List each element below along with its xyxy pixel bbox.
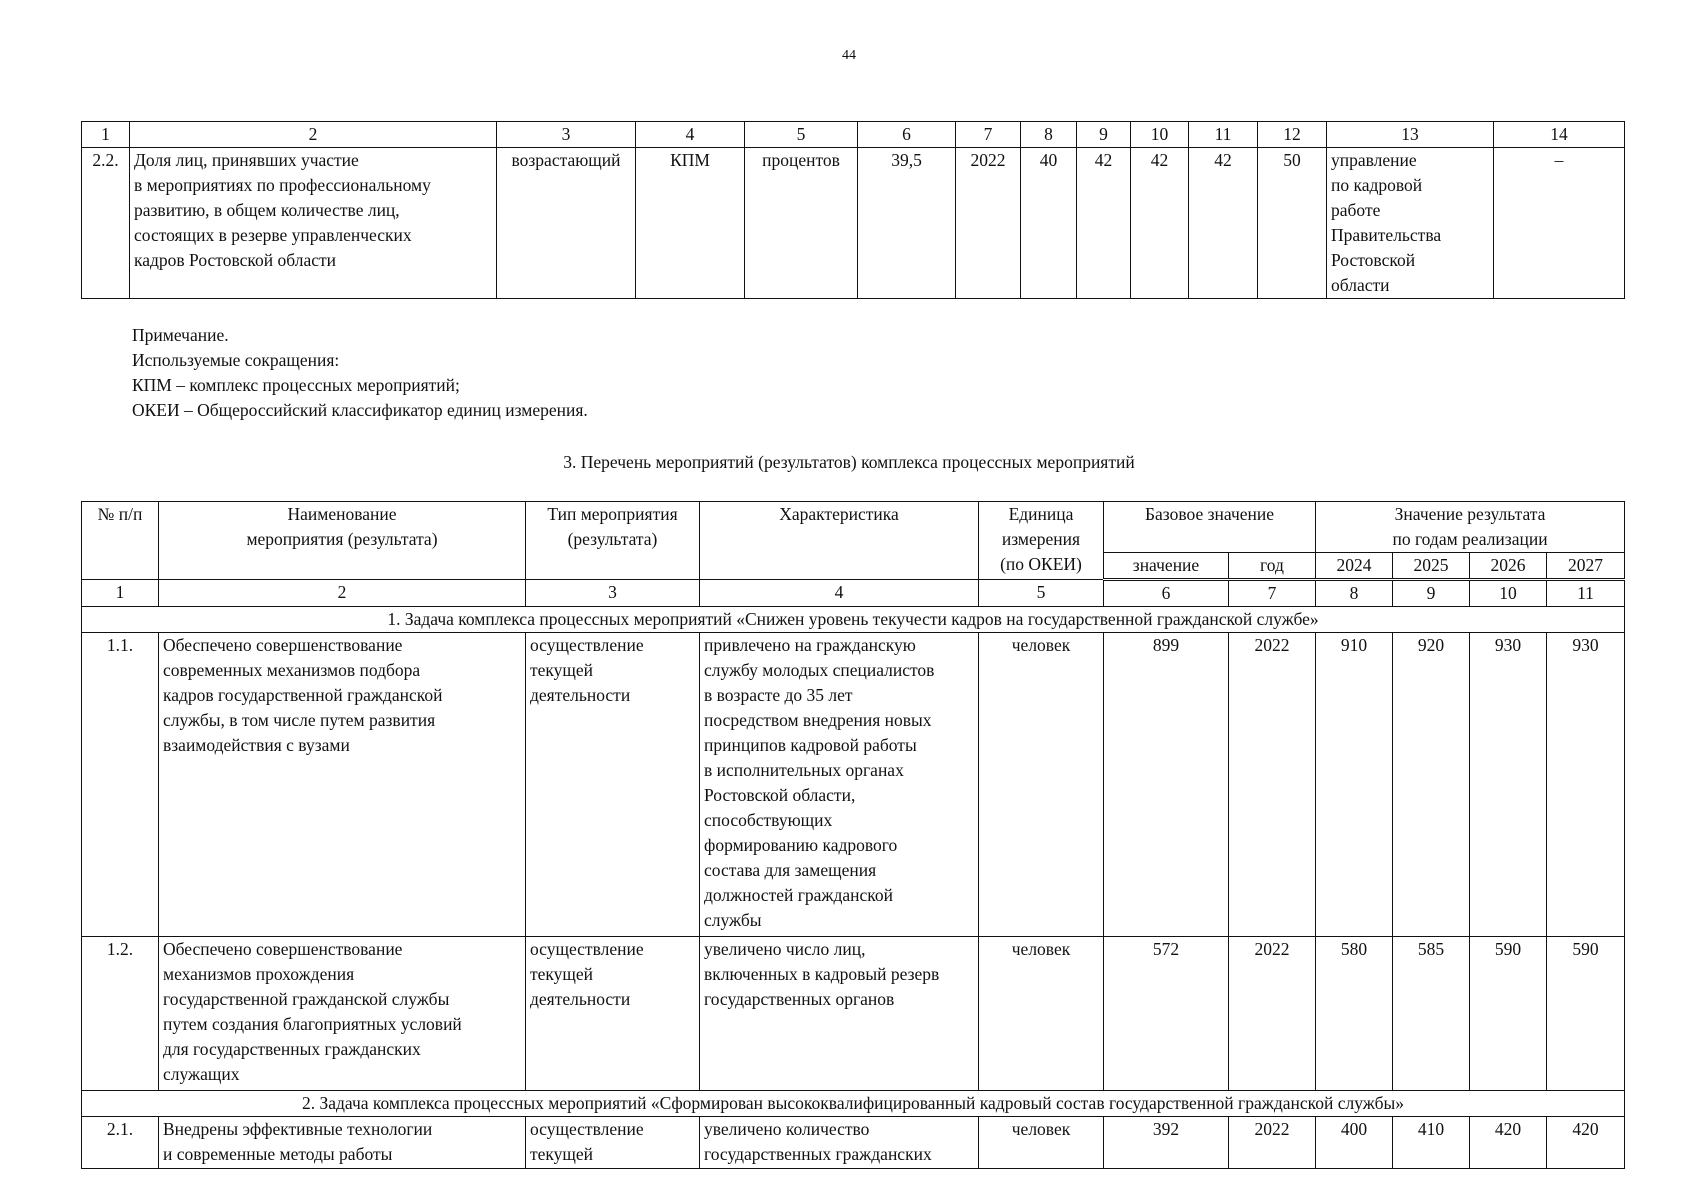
header-year: 2025: [1393, 553, 1470, 580]
header-result: Значение результата по годам реализации: [1316, 502, 1625, 553]
col-number: 1: [82, 580, 159, 607]
col-number: 8: [1316, 580, 1393, 607]
col-number: 9: [1077, 122, 1131, 148]
col-number: 3: [497, 122, 636, 148]
indicators-table: [81, 121, 1625, 299]
header-base: Базовое значение: [1104, 502, 1316, 553]
header-num: № п/п: [82, 502, 159, 580]
row-number: 1.2.: [82, 937, 159, 1091]
indicator-direction: возрастающий: [497, 148, 636, 299]
value-cell: 910: [1316, 633, 1393, 937]
activity-unit: человек: [979, 1117, 1104, 1169]
col-number: 1: [82, 122, 130, 148]
row-number: 1.1.: [82, 633, 159, 937]
value-cell: 42: [1189, 148, 1258, 299]
header-unit: Единица измерения (по ОКЕИ): [979, 502, 1104, 580]
header-year: 2027: [1547, 553, 1625, 580]
col-number: 12: [1258, 122, 1327, 148]
header-type: Тип мероприятия (результата): [526, 502, 700, 580]
page-number: 44: [842, 48, 856, 63]
activity-name: Обеспечено совершенствование механизмов прохождения государственной гражданской службы путем создания благоприятных условий для государственных гражданских служащих: [159, 937, 526, 1091]
col-number: 10: [1131, 122, 1189, 148]
header-name: Наименование мероприятия (результата): [159, 502, 526, 580]
col-number: 10: [1470, 580, 1547, 607]
base-value: 899: [1104, 633, 1229, 937]
header-characteristic: Характеристика: [700, 502, 979, 580]
col-number: 11: [1547, 580, 1625, 607]
task-row: 2. Задача комплекса процессных мероприятий «Сформирован высококвалифицированный кадровый состав государственной гражданской службы»: [82, 1091, 1625, 1117]
base-value: 572: [1104, 937, 1229, 1091]
note-line: ОКЕИ – Общероссийский классификатор единиц измерения.: [132, 400, 588, 420]
value-cell: 42: [1077, 148, 1131, 299]
value-cell: 580: [1316, 937, 1393, 1091]
value-cell: 420: [1470, 1117, 1547, 1169]
value-cell: 930: [1470, 633, 1547, 937]
base-value: 39,5: [858, 148, 956, 299]
activity-unit: человек: [979, 937, 1104, 1091]
header-base-year: год: [1229, 553, 1316, 580]
value-cell: 585: [1393, 937, 1470, 1091]
activity-characteristic: привлечено на гражданскую службу молодых специалистов в возрасте до 35 лет посредством внедрения новых принципов кадровой работы в исполнительных органах Ростовской области, способствующих формированию кадрового состава для замещения должностей гражданской службы: [700, 633, 979, 937]
col-number: 7: [956, 122, 1021, 148]
note-line: Используемые сокращения:: [132, 350, 340, 370]
col-number: 13: [1327, 122, 1494, 148]
header-base-value: значение: [1104, 553, 1229, 580]
section-title: 3. Перечень мероприятий (результатов) комплекса процессных мероприятий: [563, 452, 1135, 472]
col14-value: –: [1494, 148, 1625, 299]
value-cell: 42: [1131, 148, 1189, 299]
col-number: 6: [1104, 580, 1229, 607]
base-value: 392: [1104, 1117, 1229, 1169]
indicator-unit: процентов: [745, 148, 858, 299]
col-number: 5: [745, 122, 858, 148]
value-cell: 920: [1393, 633, 1470, 937]
col-number: 8: [1021, 122, 1077, 148]
value-cell: 400: [1316, 1117, 1393, 1169]
value-cell: 40: [1021, 148, 1077, 299]
activity-name: Обеспечено совершенствование современных механизмов подбора кадров государственной гражданской службы, в том числе путем развития взаимодействия с вузами: [159, 633, 526, 937]
activity-type: осуществление текущей: [526, 1117, 700, 1169]
header-year: 2026: [1470, 553, 1547, 580]
activity-characteristic: увеличено количество государственных гражданских: [700, 1117, 979, 1169]
activity-unit: человек: [979, 633, 1104, 937]
task-row: 1. Задача комплекса процессных мероприятий «Снижен уровень текучести кадров на государственной гражданской службе»: [82, 607, 1625, 633]
value-cell: 590: [1470, 937, 1547, 1091]
base-year: 2022: [1229, 633, 1316, 937]
col-number: 7: [1229, 580, 1316, 607]
base-year: 2022: [956, 148, 1021, 299]
col-number: 4: [700, 580, 979, 607]
col-number: 3: [526, 580, 700, 607]
table-row: [82, 633, 1625, 937]
note-title: Примечание.: [132, 325, 229, 345]
col-number: 2: [159, 580, 526, 607]
base-year: 2022: [1229, 937, 1316, 1091]
col-number: 2: [130, 122, 497, 148]
value-cell: 420: [1547, 1117, 1625, 1169]
col-number: 6: [858, 122, 956, 148]
base-year: 2022: [1229, 1117, 1316, 1169]
table-row: [82, 148, 1625, 299]
table-header-numbers: [82, 580, 1625, 607]
indicator-name: Доля лиц, принявших участие в мероприятиях по профессиональному развитию, в общем количестве лиц, состоящих в резерве управленческих кадров Ростовской области: [130, 148, 497, 299]
table-header-numbers: [82, 122, 1625, 148]
indicator-level: КПМ: [636, 148, 745, 299]
note-block: [132, 323, 588, 423]
table-row: [82, 937, 1625, 1091]
row-number: 2.1.: [82, 1117, 159, 1169]
table-row: [82, 1117, 1625, 1169]
activities-table: [81, 501, 1625, 1169]
activity-type: осуществление текущей деятельности: [526, 937, 700, 1091]
activity-characteristic: увеличено число лиц, включенных в кадровый резерв государственных органов: [700, 937, 979, 1091]
value-cell: 410: [1393, 1117, 1470, 1169]
col-number: 4: [636, 122, 745, 148]
col-number: 11: [1189, 122, 1258, 148]
col-number: 14: [1494, 122, 1625, 148]
activity-type: осуществление текущей деятельности: [526, 633, 700, 937]
value-cell: 930: [1547, 633, 1625, 937]
activity-name: Внедрены эффективные технологии и современные методы работы: [159, 1117, 526, 1169]
value-cell: 50: [1258, 148, 1327, 299]
value-cell: 590: [1547, 937, 1625, 1091]
note-line: КПМ – комплекс процессных мероприятий;: [132, 375, 460, 395]
responsible: управление по кадровой работе Правительства Ростовской области: [1327, 148, 1494, 299]
header-year: 2024: [1316, 553, 1393, 580]
col-number: 5: [979, 580, 1104, 607]
col-number: 9: [1393, 580, 1470, 607]
row-number: 2.2.: [82, 148, 130, 299]
